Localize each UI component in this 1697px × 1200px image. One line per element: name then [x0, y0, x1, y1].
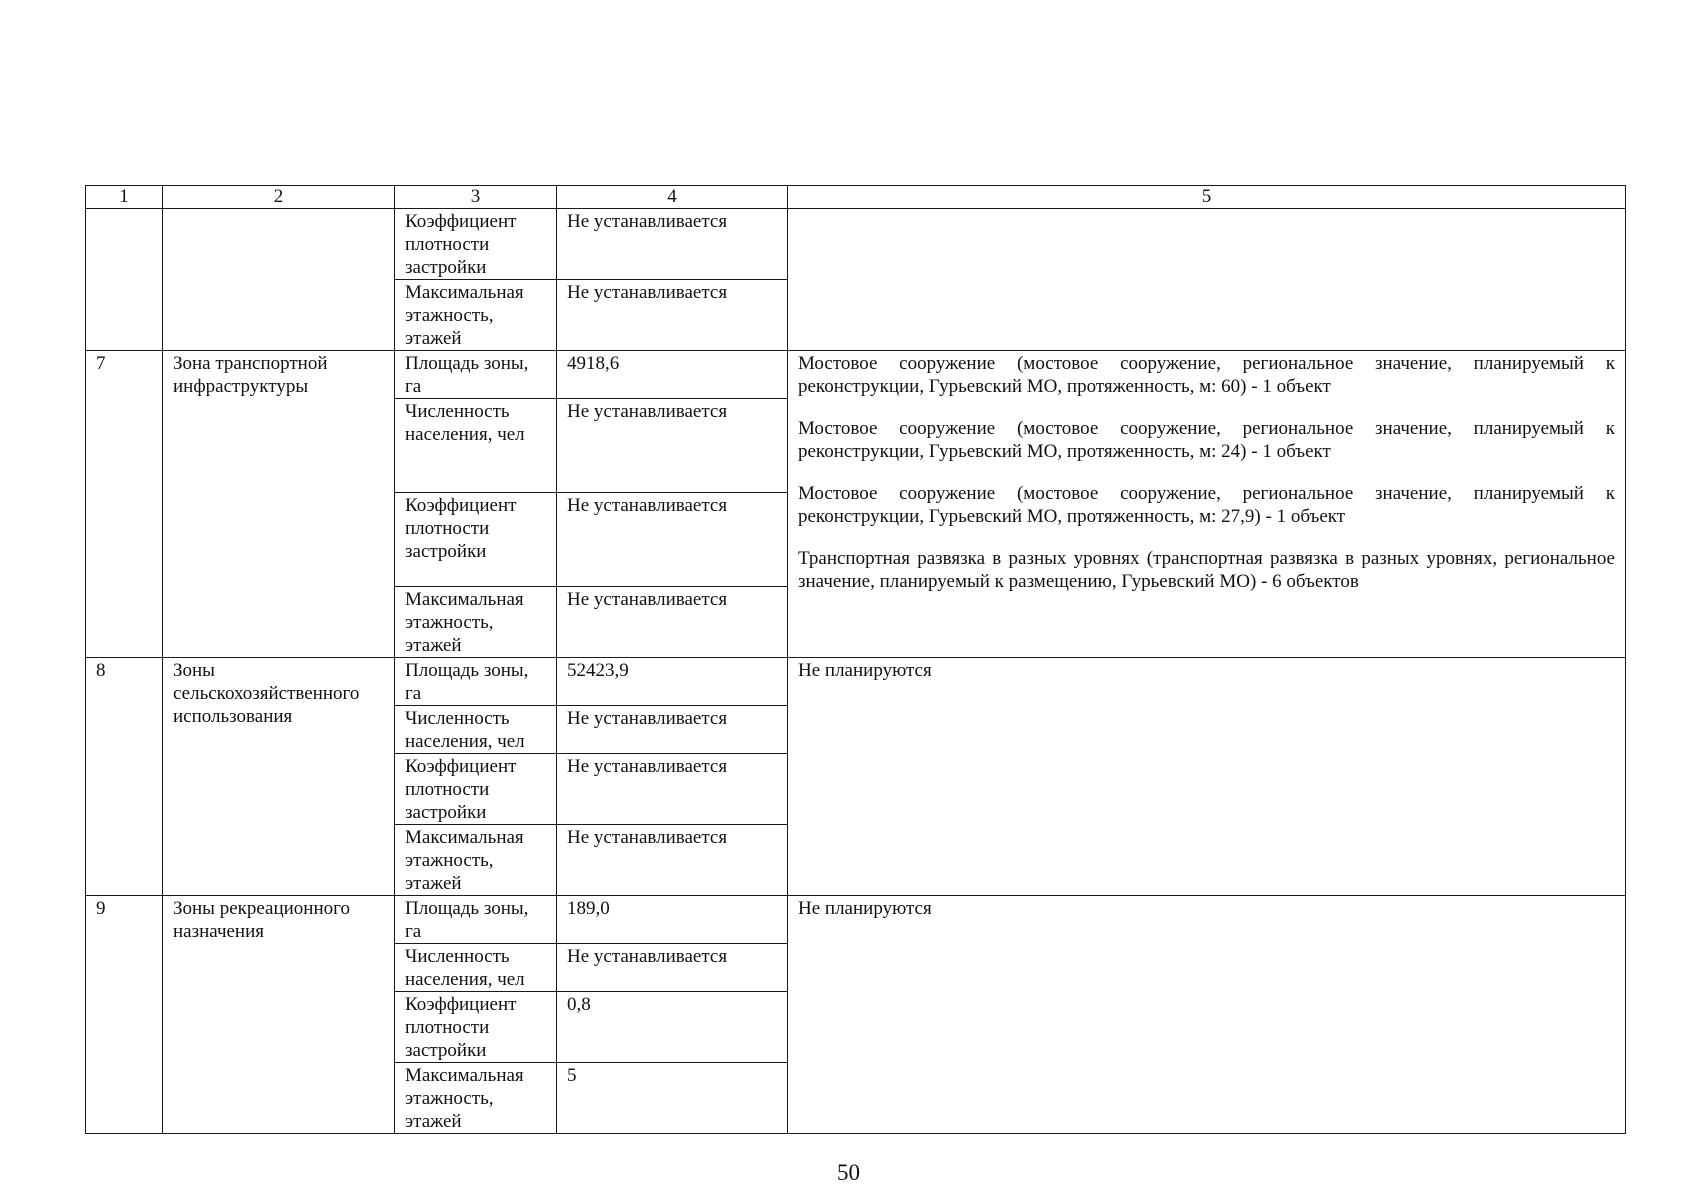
zone-number: 7: [86, 351, 163, 658]
param-value: Не устанавливается: [557, 944, 788, 992]
param-name: Коэффициент плотности застройки: [395, 992, 557, 1063]
param-name: Максимальная этажность, этажей: [395, 825, 557, 896]
param-name: Численность населения, чел: [395, 399, 557, 493]
param-name: Коэффициент плотности застройки: [395, 209, 557, 280]
param-value: 0,8: [557, 992, 788, 1063]
object-item: Мостовое сооружение (мостовое сооружение, региональное значение, планируемый к реконструкции, Гурьевский МО, протяженность, м: 27,9) - 1 объект: [798, 483, 1615, 527]
continued-number-cell: [86, 209, 163, 351]
zone-name: Зона транспортной инфраструктуры: [163, 351, 395, 658]
param-value: 5: [557, 1063, 788, 1134]
header-row: [86, 186, 1626, 209]
header-col-5: 5: [788, 186, 1626, 209]
param-name: Коэффициент плотности застройки: [395, 754, 557, 825]
object-item: Мостовое сооружение (мостовое сооружение, региональное значение, планируемый к реконструкции, Гурьевский МО, протяженность, м: 24) - 1 объект: [798, 418, 1615, 462]
param-value: Не устанавливается: [557, 754, 788, 825]
object-item: Мостовое сооружение (мостовое сооружение, региональное значение, планируемый к реконструкции, Гурьевский МО, протяженность, м: 60) - 1 объект: [798, 353, 1615, 397]
param-value: Не устанавливается: [557, 825, 788, 896]
param-value: Не устанавливается: [557, 706, 788, 754]
zone-objects: Не планируются: [788, 658, 1626, 896]
param-value: 4918,6: [557, 351, 788, 399]
page-number: 50: [837, 1160, 860, 1185]
zone-name: Зоны сельскохозяйственного использования: [163, 658, 395, 896]
param-value: Не устанавливается: [557, 493, 788, 587]
param-value: 189,0: [557, 896, 788, 944]
param-name: Коэффициент плотности застройки: [395, 493, 557, 587]
param-value: Не устанавливается: [557, 587, 788, 658]
param-value: 52423,9: [557, 658, 788, 706]
zones-table: [85, 185, 1626, 1134]
param-name: Численность населения, чел: [395, 944, 557, 992]
param-name: Площадь зоны, га: [395, 351, 557, 399]
zone-objects: Не планируются: [788, 896, 1626, 1134]
header-col-4: 4: [557, 186, 788, 209]
param-value: Не устанавливается: [557, 209, 788, 280]
continued-name-cell: [163, 209, 395, 351]
table-row: [86, 658, 1626, 706]
param-value: Не устанавливается: [557, 280, 788, 351]
param-name: Площадь зоны, га: [395, 658, 557, 706]
param-name: Численность населения, чел: [395, 706, 557, 754]
zone-number: 8: [86, 658, 163, 896]
table-row: [86, 351, 1626, 399]
table-row: [86, 896, 1626, 944]
param-name: Площадь зоны, га: [395, 896, 557, 944]
header-col-2: 2: [163, 186, 395, 209]
zone-number: 9: [86, 896, 163, 1134]
param-name: Максимальная этажность, этажей: [395, 587, 557, 658]
table-row: [86, 209, 1626, 280]
param-value: Не устанавливается: [557, 399, 788, 493]
object-item: Транспортная развязка в разных уровнях (транспортная развязка в разных уровнях, региональное значение, планируемый к размещению, Гурьевский МО) - 6 объектов: [798, 548, 1615, 592]
header-col-3: 3: [395, 186, 557, 209]
continued-objects-cell: [788, 209, 1626, 351]
zone-name: Зоны рекреационного назначения: [163, 896, 395, 1134]
zone-objects: [788, 351, 1626, 658]
header-col-1: 1: [86, 186, 163, 209]
param-name: Максимальная этажность, этажей: [395, 280, 557, 351]
param-name: Максимальная этажность, этажей: [395, 1063, 557, 1134]
